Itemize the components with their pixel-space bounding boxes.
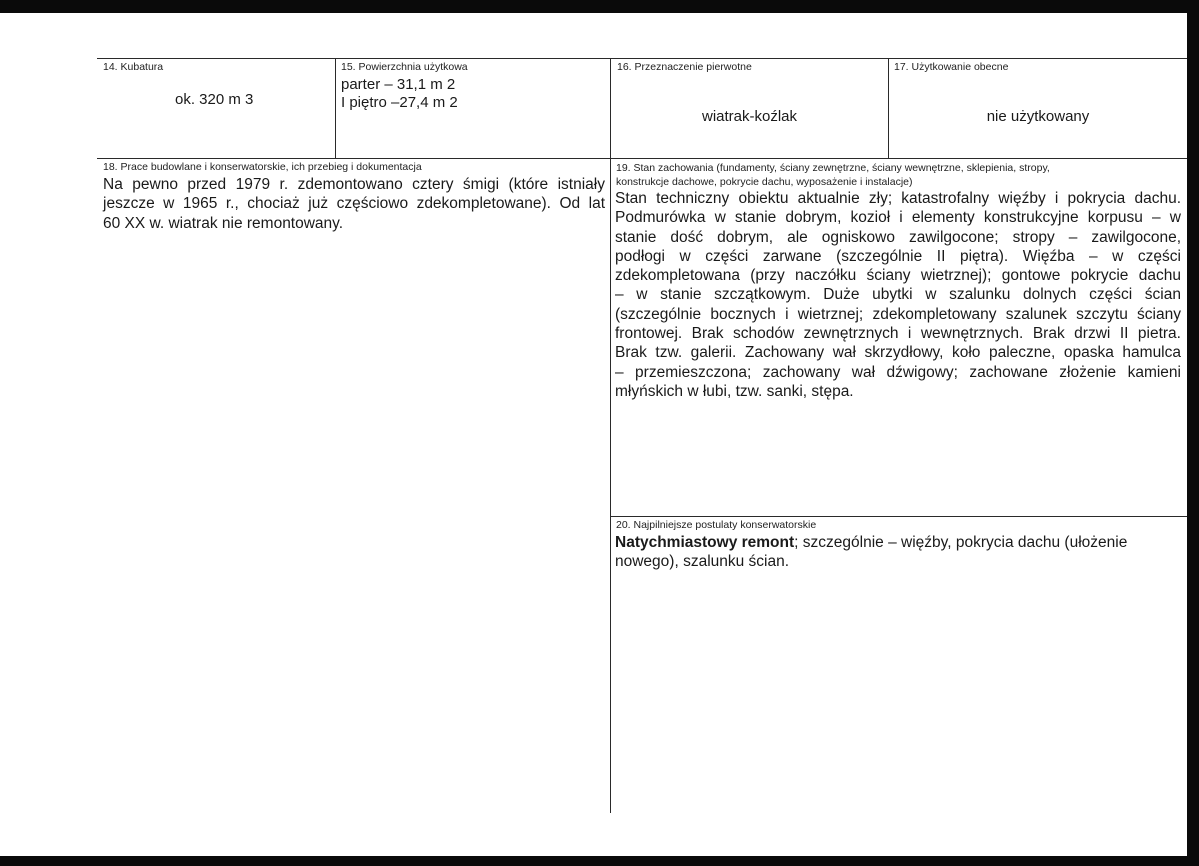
text-line: stanie dość dobrym, ale ogniskowo zawilgocone; stropy – zawilgocone, [615,228,1181,246]
field-15-line-2: I piętro –27,4 m 2 [341,94,458,111]
text-line: Stan techniczny obiektu aktualnie zły; katastrofalny więźby i pokrycia dachu. [615,190,1181,207]
text-line: Na pewno przed 1979 r. zdemontowano cztery śmigi (które istniały [103,176,605,193]
text-line: jeszcze w 1965 r., chociaż już częściowo zdekompletowane). Od lat [103,195,605,213]
text-line [615,533,1181,552]
text-line: (szczególnie bocznych i wietrznej; zdekompletowany szalunek szczytu ściany [615,305,1181,323]
form-line-section20 [610,516,1187,517]
text-rest: ; szczególnie – więźby, pokrycia dachu (ułożenie [794,534,1128,551]
scan-border-right [1187,0,1199,866]
label-line: 19. Stan zachowania (fundamenty, ściany zewnętrzne, ściany wewnętrzne, sklepienia, stropy, [616,162,1050,174]
divider-center [610,58,611,813]
divider-14-15 [335,58,336,158]
scan-border-bottom [0,856,1199,866]
field-15-label: 15. Powierzchnia użytkowa [341,61,468,73]
bold-phrase: Natychmiastowy remont [615,534,795,551]
field-20-text [615,533,1181,572]
form-line-top [97,58,1187,59]
text-line: frontowej. Brak schodów zewnętrznych i wewnętrznych. Brak drzwi II pietra. [615,325,1181,343]
scan-border-top [0,0,1199,13]
text-line: młyńskich w łubi, tzw. sanki, stępa. [615,382,854,400]
text-line: nowego), szalunku ścian. [615,553,790,571]
field-20-label: 20. Najpilniejsze postulaty konserwatorskie [616,519,817,531]
field-16-label: 16. Przeznaczenie pierwotne [617,61,752,73]
text-line: Brak tzw. galerii. Zachowany wał skrzydłowy, koło paleczne, opaska hamulca [615,344,1181,362]
field-14-label: 14. Kubatura [103,61,164,73]
field-18-text [103,175,605,233]
field-18-label: 18. Prace budowlane i konserwatorskie, ich przebieg i dokumentacja [103,161,422,173]
text-line: – przemieszczona; zachowany wał dźwigowy; zachowane złożenie kamieni [615,363,1181,381]
field-14-value: ok. 320 m 3 [175,91,254,108]
field-17-label: 17. Użytkowanie obecne [894,61,1009,73]
field-19-label [616,161,1050,189]
text-line: 60 XX w. wiatrak nie remontowany. [103,214,344,232]
label-line: konstrukcje dachowe, pokrycie dachu, wyposażenie i instalacje) [616,176,913,188]
text-line: Podmurówka w stanie dobrym, kozioł i elementy konstrukcyjne korpusu – w [615,209,1181,227]
text-line: zdekompletowana (przy naczółku ściany wietrznej); gontowe pokrycie dachu [615,267,1181,285]
text-line: podłogi w części zarwane (szczególnie II piętra). Więźba – w części [615,247,1181,265]
text-line: – w stanie szczątkowym. Duże ubytki w szalunku dolnych części ścian [615,286,1181,304]
field-16-value: wiatrak-koźlak [701,108,798,125]
field-17-value: nie użytkowany [986,108,1090,125]
form-line-row2 [97,158,1187,159]
field-19-text [615,189,1181,401]
field-15-line-1: parter – 31,1 m 2 [341,76,456,93]
